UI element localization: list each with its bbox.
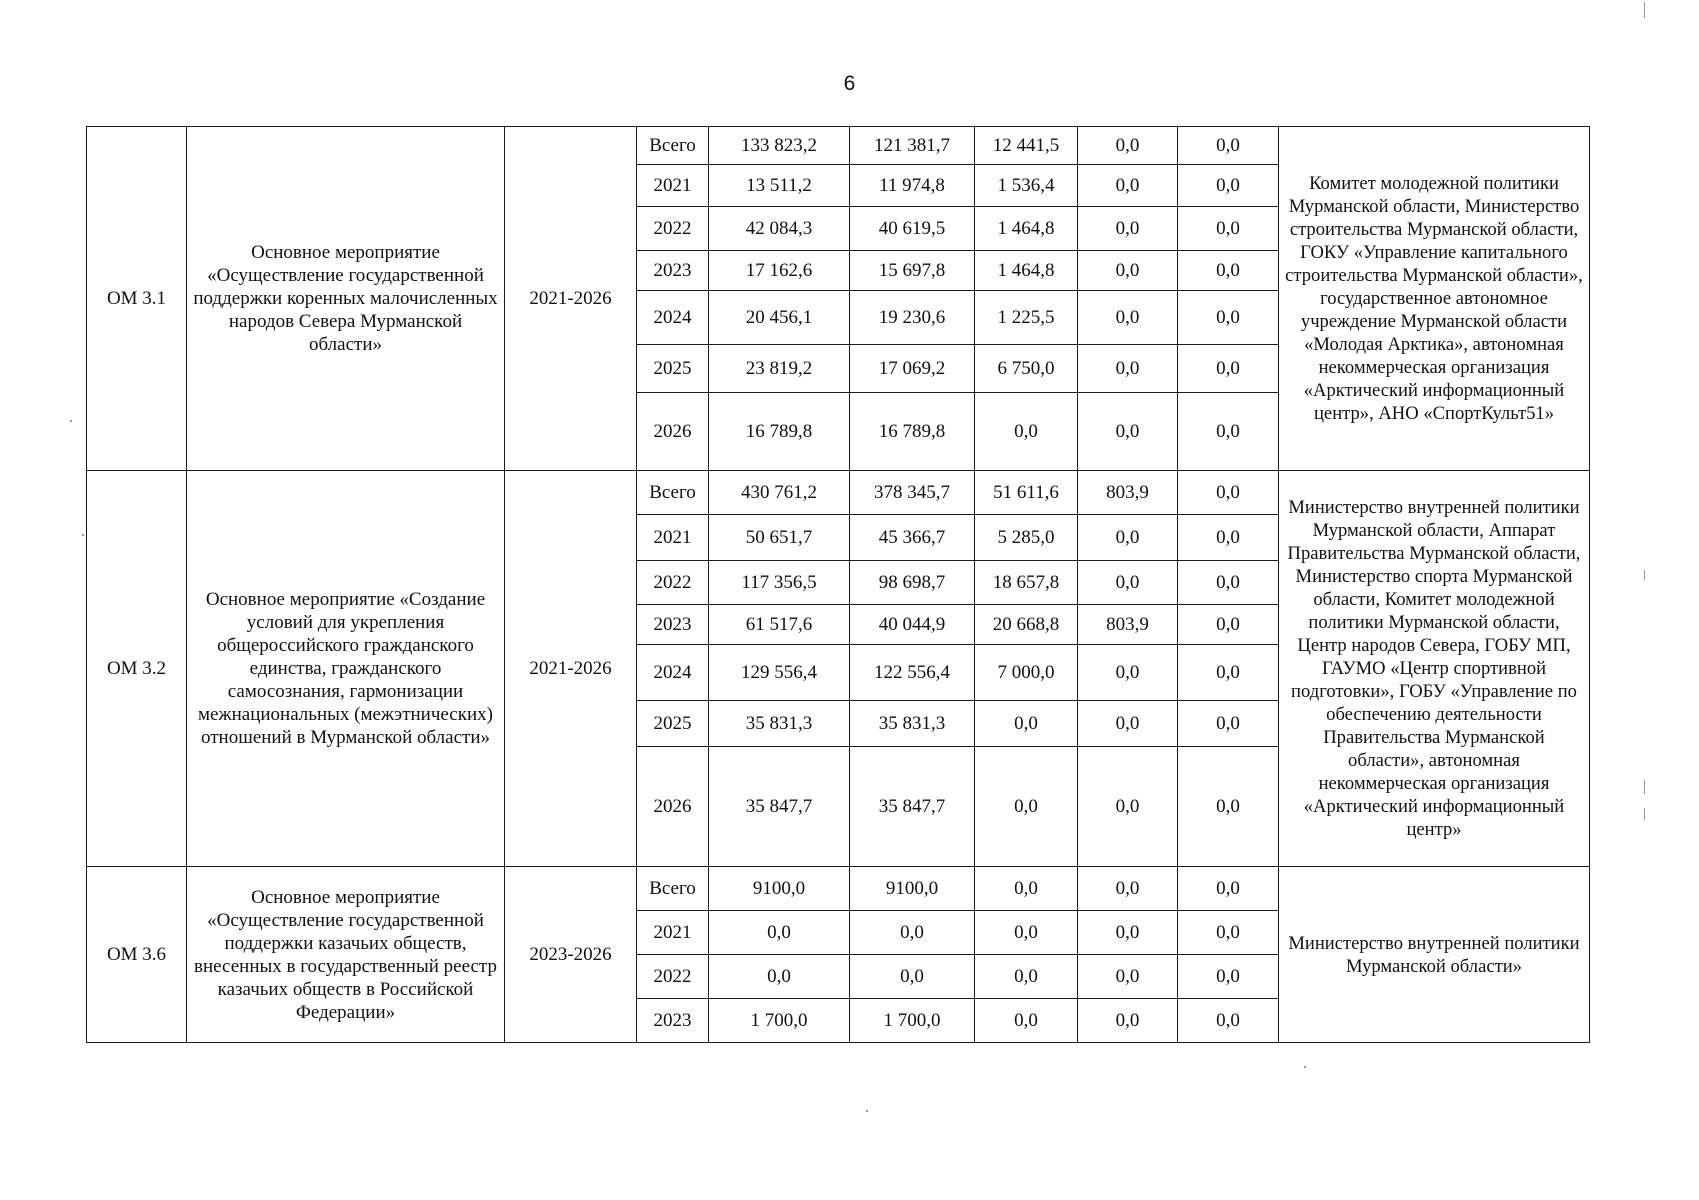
scan-speck — [70, 420, 72, 422]
year-cell: Всего — [637, 867, 709, 911]
other-sources-cell: 0,0 — [1178, 127, 1279, 165]
total-cell: 13 511,2 — [709, 165, 850, 207]
regional-budget-cell: 122 556,4 — [850, 645, 975, 701]
federal-budget-cell: 20 668,8 — [975, 605, 1078, 645]
other-sources-cell: 0,0 — [1178, 605, 1279, 645]
scan-edge-mark — [1644, 570, 1645, 580]
scan-edge-mark — [1644, 780, 1645, 794]
local-budget-cell: 0,0 — [1078, 747, 1178, 867]
year-cell: 2022 — [637, 207, 709, 251]
year-cell: 2022 — [637, 955, 709, 999]
local-budget-cell: 0,0 — [1078, 251, 1178, 291]
other-sources-cell: 0,0 — [1178, 645, 1279, 701]
year-cell: 2021 — [637, 911, 709, 955]
regional-budget-cell: 19 230,6 — [850, 291, 975, 345]
measure-name-cell: Основное мероприятие «Осуществление государственной поддержки казачьих обществ, внесенных в государственный реестр казачьих обществ в Российской Федерации» — [187, 867, 505, 1043]
other-sources-cell: 0,0 — [1178, 471, 1279, 515]
local-budget-cell: 0,0 — [1078, 955, 1178, 999]
executor-cell: Министерство внутренней политики Мурманской области, Аппарат Правительства Мурманской области, Министерство спорта Мурманской области, Комитет молодежной политики Мурманской области, Центр народов Севера, ГОБУ МП, ГАУМО «Центр спортивной подготовки», ГОБУ «Управление по обеспечению деятельности Правительства Мурманской области», автономная некоммерческая организация «Арктический информационный центр» — [1279, 471, 1590, 867]
page-number: 6 — [843, 72, 856, 95]
year-cell: 2023 — [637, 999, 709, 1043]
year-cell: 2026 — [637, 747, 709, 867]
total-cell: 430 761,2 — [709, 471, 850, 515]
total-cell: 42 084,3 — [709, 207, 850, 251]
budget-table-wrap — [86, 126, 1590, 1043]
federal-budget-cell: 0,0 — [975, 955, 1078, 999]
year-cell: 2022 — [637, 561, 709, 605]
measure-code-cell: ОМ 3.6 — [87, 867, 187, 1043]
local-budget-cell: 803,9 — [1078, 471, 1178, 515]
other-sources-cell: 0,0 — [1178, 165, 1279, 207]
year-cell: 2024 — [637, 291, 709, 345]
other-sources-cell: 0,0 — [1178, 561, 1279, 605]
other-sources-cell: 0,0 — [1178, 999, 1279, 1043]
local-budget-cell: 0,0 — [1078, 291, 1178, 345]
year-cell: 2025 — [637, 345, 709, 393]
other-sources-cell: 0,0 — [1178, 393, 1279, 471]
local-budget-cell: 0,0 — [1078, 999, 1178, 1043]
scan-edge-mark — [1644, 808, 1645, 820]
federal-budget-cell: 0,0 — [975, 911, 1078, 955]
federal-budget-cell: 6 750,0 — [975, 345, 1078, 393]
local-budget-cell: 0,0 — [1078, 867, 1178, 911]
local-budget-cell: 0,0 — [1078, 345, 1178, 393]
executor-cell: Комитет молодежной политики Мурманской области, Министерство строительства Мурманской области, ГОКУ «Управление капитального строительства Мурманской области», государственное автономное учреждение Мурманской области «Молодая Арктика», автономная некоммерческая организация «Арктический информационный центр», АНО «СпортКульт51» — [1279, 127, 1590, 471]
other-sources-cell: 0,0 — [1178, 955, 1279, 999]
local-budget-cell: 0,0 — [1078, 701, 1178, 747]
total-cell: 20 456,1 — [709, 291, 850, 345]
federal-budget-cell: 0,0 — [975, 393, 1078, 471]
regional-budget-cell: 45 366,7 — [850, 515, 975, 561]
local-budget-cell: 0,0 — [1078, 165, 1178, 207]
federal-budget-cell: 0,0 — [975, 701, 1078, 747]
regional-budget-cell: 9100,0 — [850, 867, 975, 911]
regional-budget-cell: 40 619,5 — [850, 207, 975, 251]
regional-budget-cell: 16 789,8 — [850, 393, 975, 471]
measure-code-cell: ОМ 3.1 — [87, 127, 187, 471]
year-cell: 2021 — [637, 165, 709, 207]
local-budget-cell: 0,0 — [1078, 393, 1178, 471]
federal-budget-cell: 12 441,5 — [975, 127, 1078, 165]
other-sources-cell: 0,0 — [1178, 251, 1279, 291]
scan-speck — [866, 1110, 868, 1112]
period-cell: 2023-2026 — [505, 867, 637, 1043]
federal-budget-cell: 7 000,0 — [975, 645, 1078, 701]
other-sources-cell: 0,0 — [1178, 345, 1279, 393]
scan-speck — [82, 534, 84, 536]
federal-budget-cell: 0,0 — [975, 867, 1078, 911]
federal-budget-cell: 5 285,0 — [975, 515, 1078, 561]
measure-code-cell: ОМ 3.2 — [87, 471, 187, 867]
period-cell: 2021-2026 — [505, 471, 637, 867]
regional-budget-cell: 15 697,8 — [850, 251, 975, 291]
other-sources-cell: 0,0 — [1178, 911, 1279, 955]
total-cell: 50 651,7 — [709, 515, 850, 561]
federal-budget-cell: 1 464,8 — [975, 251, 1078, 291]
total-cell: 23 819,2 — [709, 345, 850, 393]
local-budget-cell: 0,0 — [1078, 207, 1178, 251]
total-cell: 9100,0 — [709, 867, 850, 911]
table-row — [87, 127, 1590, 165]
regional-budget-cell: 121 381,7 — [850, 127, 975, 165]
federal-budget-cell: 18 657,8 — [975, 561, 1078, 605]
total-cell: 117 356,5 — [709, 561, 850, 605]
total-cell: 35 831,3 — [709, 701, 850, 747]
local-budget-cell: 0,0 — [1078, 911, 1178, 955]
local-budget-cell: 803,9 — [1078, 605, 1178, 645]
other-sources-cell: 0,0 — [1178, 291, 1279, 345]
regional-budget-cell: 11 974,8 — [850, 165, 975, 207]
other-sources-cell: 0,0 — [1178, 747, 1279, 867]
table-row — [87, 471, 1590, 515]
regional-budget-cell: 0,0 — [850, 911, 975, 955]
total-cell: 1 700,0 — [709, 999, 850, 1043]
regional-budget-cell: 35 831,3 — [850, 701, 975, 747]
total-cell: 61 517,6 — [709, 605, 850, 645]
regional-budget-cell: 1 700,0 — [850, 999, 975, 1043]
year-cell: Всего — [637, 127, 709, 165]
local-budget-cell: 0,0 — [1078, 645, 1178, 701]
total-cell: 35 847,7 — [709, 747, 850, 867]
executor-cell: Министерство внутренней политики Мурманской области» — [1279, 867, 1590, 1043]
budget-table — [86, 126, 1590, 1043]
year-cell: 2021 — [637, 515, 709, 561]
federal-budget-cell: 1 536,4 — [975, 165, 1078, 207]
federal-budget-cell: 51 611,6 — [975, 471, 1078, 515]
year-cell: 2026 — [637, 393, 709, 471]
other-sources-cell: 0,0 — [1178, 207, 1279, 251]
budget-table-body — [87, 127, 1590, 1043]
table-row — [87, 867, 1590, 911]
scan-speck — [1304, 1066, 1306, 1068]
year-cell: 2024 — [637, 645, 709, 701]
local-budget-cell: 0,0 — [1078, 515, 1178, 561]
other-sources-cell: 0,0 — [1178, 701, 1279, 747]
local-budget-cell: 0,0 — [1078, 561, 1178, 605]
year-cell: Всего — [637, 471, 709, 515]
regional-budget-cell: 98 698,7 — [850, 561, 975, 605]
scan-edge-mark — [1644, 2, 1645, 18]
total-cell: 16 789,8 — [709, 393, 850, 471]
federal-budget-cell: 1 464,8 — [975, 207, 1078, 251]
regional-budget-cell: 40 044,9 — [850, 605, 975, 645]
local-budget-cell: 0,0 — [1078, 127, 1178, 165]
federal-budget-cell: 0,0 — [975, 747, 1078, 867]
year-cell: 2025 — [637, 701, 709, 747]
federal-budget-cell: 1 225,5 — [975, 291, 1078, 345]
total-cell: 0,0 — [709, 911, 850, 955]
regional-budget-cell: 17 069,2 — [850, 345, 975, 393]
measure-name-cell: Основное мероприятие «Осуществление государственной поддержки коренных малочисленных народов Севера Мурманской области» — [187, 127, 505, 471]
total-cell: 17 162,6 — [709, 251, 850, 291]
total-cell: 0,0 — [709, 955, 850, 999]
other-sources-cell: 0,0 — [1178, 867, 1279, 911]
regional-budget-cell: 35 847,7 — [850, 747, 975, 867]
regional-budget-cell: 0,0 — [850, 955, 975, 999]
federal-budget-cell: 0,0 — [975, 999, 1078, 1043]
total-cell: 133 823,2 — [709, 127, 850, 165]
total-cell: 129 556,4 — [709, 645, 850, 701]
measure-name-cell: Основное мероприятие «Создание условий для укрепления общероссийского гражданского единства, гражданского самосознания, гармонизации межнациональных (межэтнических) отношений в Мурманской области» — [187, 471, 505, 867]
year-cell: 2023 — [637, 605, 709, 645]
year-cell: 2023 — [637, 251, 709, 291]
period-cell: 2021-2026 — [505, 127, 637, 471]
other-sources-cell: 0,0 — [1178, 515, 1279, 561]
regional-budget-cell: 378 345,7 — [850, 471, 975, 515]
